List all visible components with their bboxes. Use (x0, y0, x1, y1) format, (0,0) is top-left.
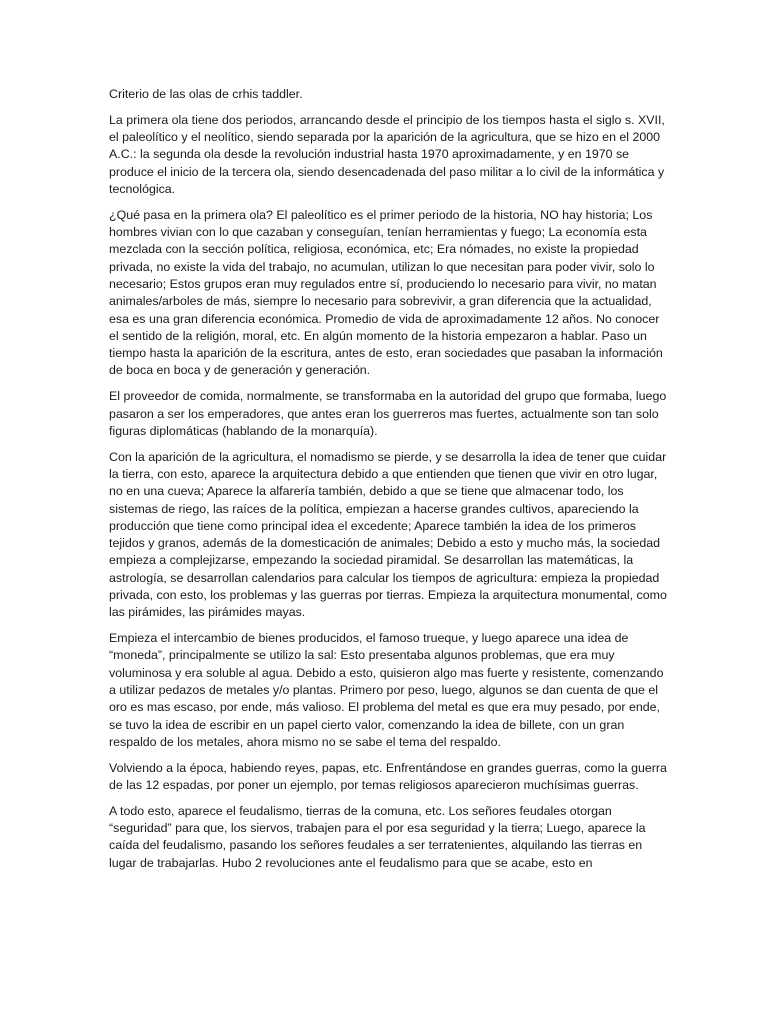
paragraph-agriculture: Con la aparición de la agricultura, el nomadismo se pierde, y se desarrolla la idea de tener que cuidar la tierra, con esto, aparece la arquitectura debido a que entienden que tienen que vivir en otro lugar, no en una cueva; Aparece la alfarería también, debido a que se tiene que almacenar todo, los sistemas de riego, las raíces de la política, empiezan a hacerse grandes cultivos, apareciendo la producción que tiene como principal idea el excedente; Aparece también la idea de los primeros tejidos y granos, además de la domesticación de animales; Debido a esto y mucho más, la sociedad empieza a complejizarse, empezando la sociedad piramidal. Se desarrollan las matemáticas, la astrología, se desarrollan calendarios para calcular los tiempos de agricultura: empieza la propiedad privada, con esto, los problemas y las guerras por tierras. Empieza la arquitectura monumental, como las pirámides, las pirámides mayas. (109, 449, 667, 620)
document-page (109, 86, 669, 880)
paragraph-food-provider: El proveedor de comida, normalmente, se transformaba en la autoridad del grupo que formaba, luego pasaron a ser los emperadores, que antes eran los guerreros mas fuertes, actualmente son tan solo figuras diplomáticas (hablando de la monarquía). (109, 389, 667, 438)
paragraph-feudalism: A todo esto, aparece el feudalismo, tierras de la comuna, etc. Los señores feudales otorgan “seguridad” para que, los siervos, trabajen para el por esa seguridad y la tierra; Luego, aparece la caída del feudalismo, pasando los señores feudales a ser terratenientes, alquilando las tierras en lugar de trabajarlas. Hubo 2 revoluciones ante el feudalismo para que se acabe, esto en (109, 803, 646, 870)
paragraph-paleolithic: ¿Qué pasa en la primera ola? El paleolítico es el primer periodo de la historia, NO hay historia; Los hombres vivian con lo que cazaban y conseguían, tenían herramientas y fuego; La economía esta mezclada con la sección política, religiosa, económica, etc; Era nómades, no existe la propiedad privada, no existe la vida del trabajo, no acumulan, utilizan lo que necesitan para poder vivir, solo lo necesario; Estos grupos eran muy regulados entre sí, produciendo lo necesario para vivir, no matan animales/arboles de más, siempre lo necesario para sobrevivir, a gran diferencia que la actualidad, esa es una gran diferencia económica. Promedio de vida de aproximadamente 12 años. No conocer el sentido de la religión, moral, etc. En algún momento de la historia empezaron a hablar. Paso un tiempo hasta la aparición de la escritura, antes de esto, eran sociedades que pasaban la información de boca en boca y de generación y generación. (109, 207, 663, 378)
document-title: Criterio de las olas de crhis taddler. (109, 87, 303, 101)
paragraph-trade-money: Empieza el intercambio de bienes producidos, el famoso trueque, y luego aparece una idea de “moneda”, principalmente se utilizo la sal: Esto presentaba algunos problemas, que era muy voluminosa y era soluble al agua. Debido a esto, quisieron algo mas fuerte y resistente, comenzando a utilizar pedazos de metales y/o plantas. Primero por peso, luego, algunos se dan cuenta de que el oro es mas escaso, por ende, más valioso. El problema del metal es que era muy pesado, por ende, se tuvo la idea de escribir en un papel cierto valor, comenzando la idea de billete, con un gran respaldo de los metales, ahora mismo no se sabe el tema del respaldo. (109, 631, 664, 749)
paragraph-first-wave: La primera ola tiene dos periodos, arrancando desde el principio de los tiempos hasta el siglo s. XVII, el paleolítico y el neolítico, siendo separada por la aparición de la agricultura, que se hizo en el 2000 A.C.: la segunda ola desde la revolución industrial hasta 1970 aproximadamente, y en 1970 se produce el inicio de la tercera ola, siendo desencadenada del paso militar a lo civil de la informática y tecnológica. (109, 112, 665, 196)
paragraph-wars: Volviendo a la época, habiendo reyes, papas, etc. Enfrentándose en grandes guerras, como la guerra de las 12 espadas, por poner un ejemplo, por temas religiosos aparecieron muchísimas guerras. (109, 760, 667, 792)
